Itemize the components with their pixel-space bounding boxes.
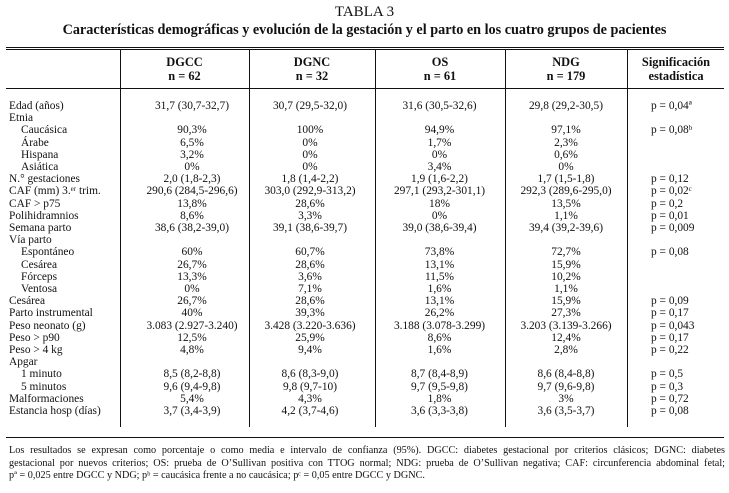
row-value: 0,6% <box>554 148 578 161</box>
table-row <box>0 283 729 295</box>
row-value: 13,3% <box>177 270 207 283</box>
column-header-os <box>375 56 505 83</box>
row-value: 2,3% <box>554 136 578 149</box>
row-significance: p = 0,72 <box>651 392 689 405</box>
row-value: 27,3% <box>551 307 581 320</box>
table-title: Características demográficas y evolución de la gestación y el parto en los cuatro grupos de pacientes <box>62 22 667 38</box>
row-label: Peso > 4 kg <box>9 344 63 356</box>
row-value: 9,7 (9,5-9,8) <box>411 380 468 393</box>
row-value: 0% <box>558 161 574 173</box>
row-significance: p = 0,2 <box>651 197 684 210</box>
row-value: 28,6% <box>295 197 325 210</box>
row-significance: p = 0,12 <box>651 173 689 186</box>
row-value: 7,1% <box>298 283 322 295</box>
row-significance: p = 0,08ᵇ <box>651 124 693 137</box>
row-significance: p = 0,04ª <box>651 100 692 112</box>
row-value: 39,1 (38,6-39,7) <box>272 222 348 234</box>
row-value: 97,1% <box>551 124 581 137</box>
column-header-count: n = 61 <box>423 68 457 83</box>
table-row <box>0 246 729 258</box>
row-value: 90,3% <box>177 124 207 137</box>
row-value: 0% <box>184 283 200 295</box>
column-header-name-cont: estadística <box>648 68 704 83</box>
table-row <box>0 368 729 380</box>
row-value: 26,7% <box>177 295 207 308</box>
row-value: 0% <box>302 161 318 173</box>
row-value: 60% <box>181 246 203 259</box>
row-value: 8,6 (8,3-9,0) <box>281 368 339 381</box>
row-value: 3% <box>558 392 574 405</box>
row-value: 297,1 (293,2-301,1) <box>393 185 486 198</box>
row-value: 1,1% <box>554 283 578 295</box>
row-label: Cesárea <box>21 258 58 271</box>
row-label: 5 minutos <box>21 380 67 393</box>
row-value: 0% <box>431 148 448 161</box>
row-value: 0% <box>302 136 318 149</box>
column-header-dgcc <box>120 56 249 83</box>
footnote-line: Los resultados se expresan como porcentaje o como media e intervalo de confianza (95%). DGCC: diabetes gestacional por criterios clásicos; DGNC: diabetes <box>9 445 725 456</box>
row-value: 28,6% <box>295 295 325 308</box>
row-value: 1,7 (1,5-1,8) <box>537 173 595 186</box>
row-value: 8,6 (8,4-8,8) <box>537 368 595 381</box>
top-rule-inner <box>6 49 724 50</box>
row-value: 4,8% <box>180 344 204 356</box>
row-value: 292,3 (289,6-295,0) <box>520 185 612 198</box>
column-header-significance <box>627 56 725 83</box>
row-value: 31,7 (30,7-32,7) <box>154 100 230 112</box>
table-row <box>0 259 729 271</box>
table-row <box>0 185 729 197</box>
row-significance: p = 0,02ᶜ <box>651 185 692 198</box>
footnote-line: pª = 0,025 entre DGCC y NDG; pᵇ = caucásica frente a no caucásica; pᶜ = 0,05 entre DGCC y DGNC. <box>9 470 425 482</box>
row-significance: p = 0,08 <box>651 405 689 417</box>
row-value: 9,8 (9,7-10) <box>282 380 338 393</box>
row-value: 4,2 (3,7-4,6) <box>281 405 339 417</box>
row-value: 13,8% <box>177 197 207 210</box>
row-value: 12,5% <box>177 331 207 344</box>
row-label: Parto instrumental <box>9 307 93 320</box>
row-value: 0% <box>302 148 318 161</box>
row-value: 0% <box>431 209 448 222</box>
row-value: 0% <box>184 161 200 173</box>
table-row <box>0 393 729 405</box>
footnote-line: gestacional por nuevos criterios; OS: prueba de O’Sullivan positiva con TTOG normal; NDG: prueba de O’Sullivan negativa; CAF: circunferencia abdominal fetal; <box>9 457 725 469</box>
row-value: 12,4% <box>551 331 581 344</box>
row-value: 8,5 (8,2-8,8) <box>163 368 221 381</box>
column-header-ndg <box>505 56 627 83</box>
row-label: Cesárea <box>9 295 46 308</box>
row-label: N.° gestaciones <box>9 173 80 186</box>
row-value: 28,6% <box>295 258 325 271</box>
row-significance: p = 0,3 <box>651 380 684 393</box>
row-value: 5,4% <box>180 392 204 405</box>
row-value: 10,2% <box>551 270 581 283</box>
row-label: Semana parto <box>9 222 72 234</box>
row-value: 303,0 (292,9-313,2) <box>264 185 356 198</box>
table-footnote <box>9 445 725 483</box>
row-value: 13,1% <box>424 295 455 308</box>
row-value: 25,9% <box>295 331 325 344</box>
column-header-name: DGCC <box>166 55 203 69</box>
row-value: 94,9% <box>424 124 455 137</box>
row-value: 29,8 (29,2-30,5) <box>528 100 604 112</box>
table-row <box>0 271 729 283</box>
row-label: Fórceps <box>21 270 58 283</box>
row-value: 3.188 (3.078-3.299) <box>393 319 486 332</box>
table-row <box>0 137 729 149</box>
row-label: Edad (años) <box>9 100 64 112</box>
table-row <box>0 234 729 246</box>
table-row <box>0 100 729 112</box>
row-value: 15,9% <box>551 295 581 308</box>
table-row <box>0 307 729 319</box>
row-label: Polihidramnios <box>9 209 79 222</box>
row-value: 31,6 (30,5-32,6) <box>402 100 477 112</box>
row-value: 15,9% <box>551 258 581 271</box>
column-header-name: Significación <box>641 55 711 69</box>
row-value: 290,6 (284,5-296,6) <box>146 185 238 198</box>
row-value: 9,4% <box>298 344 322 356</box>
table-row <box>0 112 729 124</box>
table-row <box>0 381 729 393</box>
row-significance: p = 0,01 <box>651 209 689 222</box>
row-value: 1,6% <box>427 344 452 356</box>
row-label: Caucásica <box>21 124 68 137</box>
row-value: 1,6% <box>427 283 452 295</box>
row-label: Ventosa <box>21 283 58 295</box>
column-header-name: DGNC <box>293 55 331 69</box>
row-label: Peso > p90 <box>9 331 60 344</box>
table-row <box>0 210 729 222</box>
row-value: 3,4% <box>427 161 452 173</box>
row-value: 38,6 (38,2-39,0) <box>154 222 230 234</box>
row-value: 39,0 (38,6-39,4) <box>402 222 477 234</box>
table-row <box>0 344 729 356</box>
row-label: Apgar <box>9 356 38 369</box>
row-value: 40% <box>181 307 203 320</box>
column-header-count: n = 62 <box>168 68 201 83</box>
row-significance: p = 0,5 <box>651 368 684 381</box>
row-value: 1,1% <box>554 209 578 222</box>
row-value: 26,2% <box>424 307 455 320</box>
row-value: 39,4 (39,2-39,6) <box>528 222 604 234</box>
row-significance: p = 0,22 <box>651 344 689 356</box>
column-header-dgnc <box>249 56 375 83</box>
row-value: 2,8% <box>554 344 578 356</box>
row-value: 3,3% <box>298 209 322 222</box>
row-value: 8,6% <box>180 209 204 222</box>
row-value: 1,7% <box>427 136 452 149</box>
top-rule <box>6 47 724 48</box>
table-row <box>0 124 729 136</box>
column-header-count: n = 179 <box>546 68 586 83</box>
row-value: 1,8 (1,4-2,2) <box>281 173 339 186</box>
row-label: Malformaciones <box>9 392 84 405</box>
column-header-count: n = 32 <box>295 68 329 83</box>
row-value: 3.203 (3.139-3.266) <box>520 319 612 332</box>
table-row <box>0 405 729 417</box>
bottom-rule <box>6 437 724 438</box>
row-value: 13,5% <box>551 197 581 210</box>
column-header-name: OS <box>431 55 449 69</box>
row-significance: p = 0,08 <box>651 246 689 259</box>
row-value: 3.083 (2.927-3.240) <box>146 319 238 332</box>
table-row <box>0 198 729 210</box>
row-label: Asiática <box>21 161 59 173</box>
row-value: 3,7 (3,4-3,9) <box>163 405 221 417</box>
row-value: 3,6 (3,3-3,8) <box>411 405 468 417</box>
row-value: 3,6 (3,5-3,7) <box>537 405 595 417</box>
header-rule <box>6 88 724 89</box>
row-label: Vía parto <box>9 234 52 247</box>
row-value: 1,8% <box>427 392 452 405</box>
row-label: Peso neonato (g) <box>9 319 86 332</box>
row-value: 11,5% <box>425 270 454 283</box>
row-value: 18% <box>429 197 450 210</box>
column-header-name: NDG <box>552 55 580 69</box>
table-row <box>0 356 729 368</box>
row-label: Espontáneo <box>21 246 75 259</box>
row-value: 26,7% <box>177 258 207 271</box>
table-row <box>0 173 729 185</box>
table-row <box>0 161 729 173</box>
row-label: Etnia <box>9 112 34 125</box>
row-significance: p = 0,09 <box>651 295 689 308</box>
row-value: 13,1% <box>424 258 455 271</box>
row-value: 2,0 (1,8-2,3) <box>163 173 221 186</box>
table-row <box>0 222 729 234</box>
row-value: 100% <box>296 124 324 137</box>
row-value: 3.428 (3.220-3.636) <box>264 319 356 332</box>
row-significance: p = 0,17 <box>651 307 689 320</box>
row-value: 60,7% <box>295 246 325 259</box>
table-row <box>0 149 729 161</box>
row-value: 1,9 (1,6-2,2) <box>411 173 468 186</box>
row-value: 3,6% <box>298 270 322 283</box>
row-value: 8,6% <box>427 331 452 344</box>
row-value: 9,6 (9,4-9,8) <box>163 380 221 393</box>
row-significance: p = 0,043 <box>651 319 695 332</box>
table-row <box>0 295 729 307</box>
row-significance: p = 0,17 <box>651 331 689 344</box>
row-value: 6,5% <box>180 136 204 149</box>
table-row <box>0 320 729 332</box>
row-value: 73,8% <box>424 246 455 259</box>
table-row <box>0 332 729 344</box>
row-value: 30,7 (29,5-32,0) <box>272 100 348 112</box>
row-value: 3,2% <box>180 148 204 161</box>
row-significance: p = 0,009 <box>651 222 695 234</box>
row-label: CAF > p75 <box>9 197 61 210</box>
row-value: 72,7% <box>551 246 581 259</box>
row-value: 8,7 (8,4-8,9) <box>411 368 468 381</box>
row-label: CAF (mm) 3.ᵉʳ trim. <box>9 185 101 198</box>
row-label: Hispana <box>21 148 59 161</box>
row-label: Árabe <box>21 136 49 149</box>
row-value: 4,3% <box>298 392 322 405</box>
row-label: Estancia hosp (días) <box>9 405 101 417</box>
row-label: 1 minuto <box>21 368 62 381</box>
row-value: 9,7 (9,6-9,8) <box>537 380 595 393</box>
row-value: 39,3% <box>295 307 325 320</box>
table-number: TABLA 3 <box>334 4 395 20</box>
